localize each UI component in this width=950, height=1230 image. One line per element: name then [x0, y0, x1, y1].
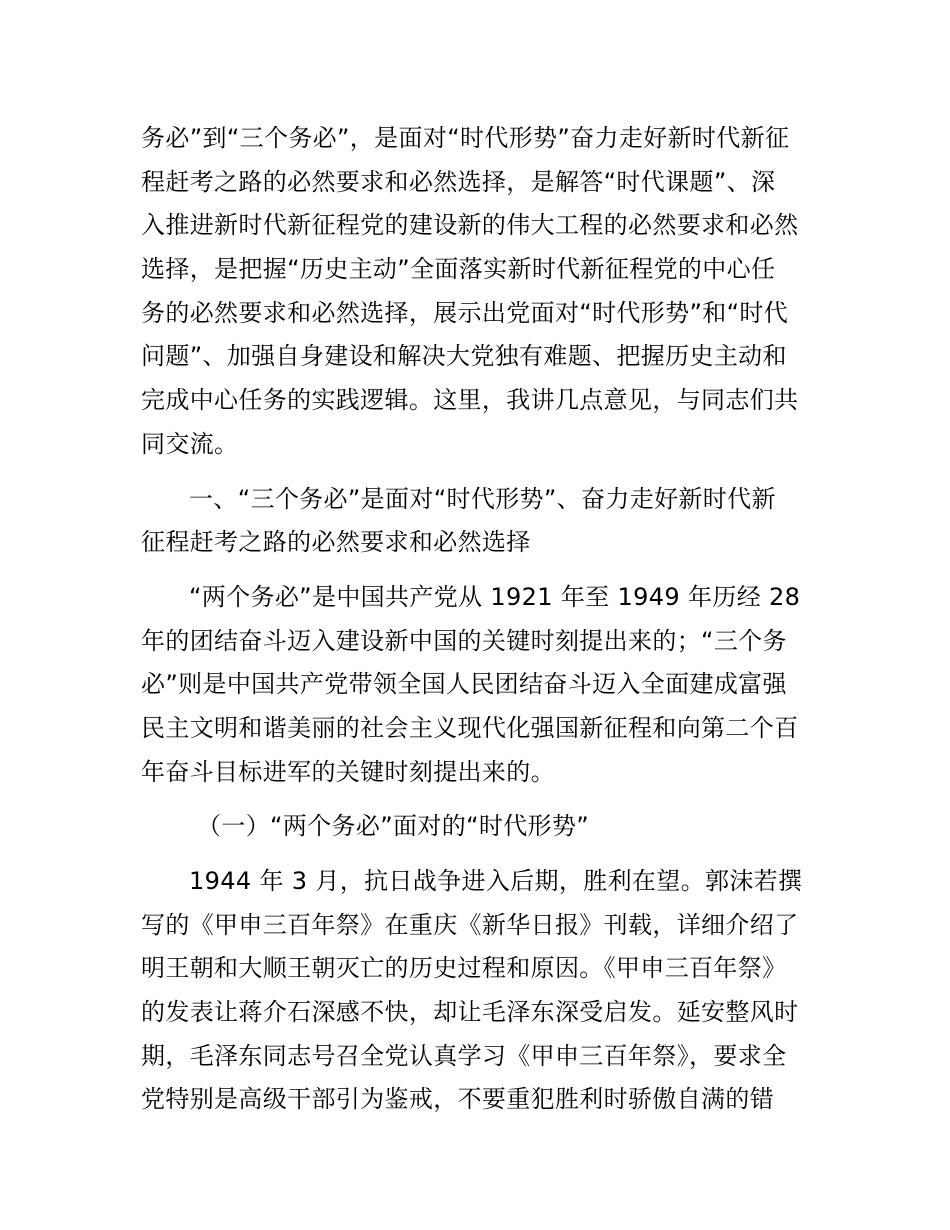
paragraph-gap: [141, 565, 813, 576]
text-line: 选择，是把握“历史主动”全面落实新时代新征程党的中心任: [141, 255, 776, 284]
text-line: 年的团结奋斗迈入建设新中国的关键时刻提出来的；“三个务: [141, 626, 787, 655]
text-line: 年奋斗目标进军的关键时刻提出来的。: [141, 757, 555, 786]
subheading-line: （一）“两个务必”面对的“时代形势”: [197, 812, 590, 841]
text-line: 明王朝和大顺王朝灭亡的历史过程和原因。《甲申三百年祭》: [141, 954, 787, 983]
text-line: “两个务必”是中国共产党从 1921 年至 1949 年历经 28: [189, 582, 801, 611]
text-line: 民主文明和谐美丽的社会主义现代化强国新征程和向第二个百: [141, 713, 799, 742]
document-body: [141, 117, 813, 1122]
paragraph-1944: [141, 860, 813, 1122]
paragraph-gap: [141, 794, 813, 805]
heading-line: 征程赶考之路的必然要求和必然选择: [141, 528, 531, 557]
text-line: 必”则是中国共产党带领全国人民团结奋斗迈入全面建成富强: [141, 670, 787, 699]
text-line: 问题”、加强自身建设和解决大党独有难题、把握历史主动和: [141, 342, 787, 371]
paragraph-gap: [141, 849, 813, 860]
section-heading-1: [141, 478, 813, 565]
text-line: 党特别是高级干部引为鉴戒，不要重犯胜利时骄傲自满的错: [141, 1085, 775, 1114]
text-line: 务必”到“三个务必”，是面对“时代形势”奋力走好新时代新征: [141, 124, 790, 152]
text-line: 入推进新时代新征程党的建设新的伟大工程的必然要求和必然: [141, 211, 799, 240]
paragraph-intro: [141, 117, 813, 467]
text-line: 完成中心任务的实践逻辑。这里，我讲几点意见，与同志们共: [141, 386, 799, 415]
text-line: 程赶考之路的必然要求和必然选择，是解答“时代课题”、深: [141, 167, 776, 196]
heading-line: 一、“三个务必”是面对“时代形势”、奋力走好新时代新: [189, 484, 776, 513]
text-line: 同交流。: [141, 429, 239, 458]
text-line: 的发表让蒋介石深感不快，却让毛泽东深受启发。延安整风时: [141, 998, 799, 1027]
subsection-heading-1: [141, 805, 813, 849]
paragraph-two-musts: [141, 576, 813, 794]
text-line: 1944 年 3 月，抗日战争进入后期，胜利在望。郭沫若撰: [189, 867, 803, 895]
text-line: 写的《甲申三百年祭》在重庆《新华日报》刊载，详细介绍了: [141, 910, 799, 939]
text-line: 务的必然要求和必然选择，展示出党面对“时代形势”和“时代: [141, 298, 789, 327]
text-line: 期，毛泽东同志号召全党认真学习《甲申三百年祭》，要求全: [141, 1041, 787, 1070]
paragraph-gap: [141, 467, 813, 478]
